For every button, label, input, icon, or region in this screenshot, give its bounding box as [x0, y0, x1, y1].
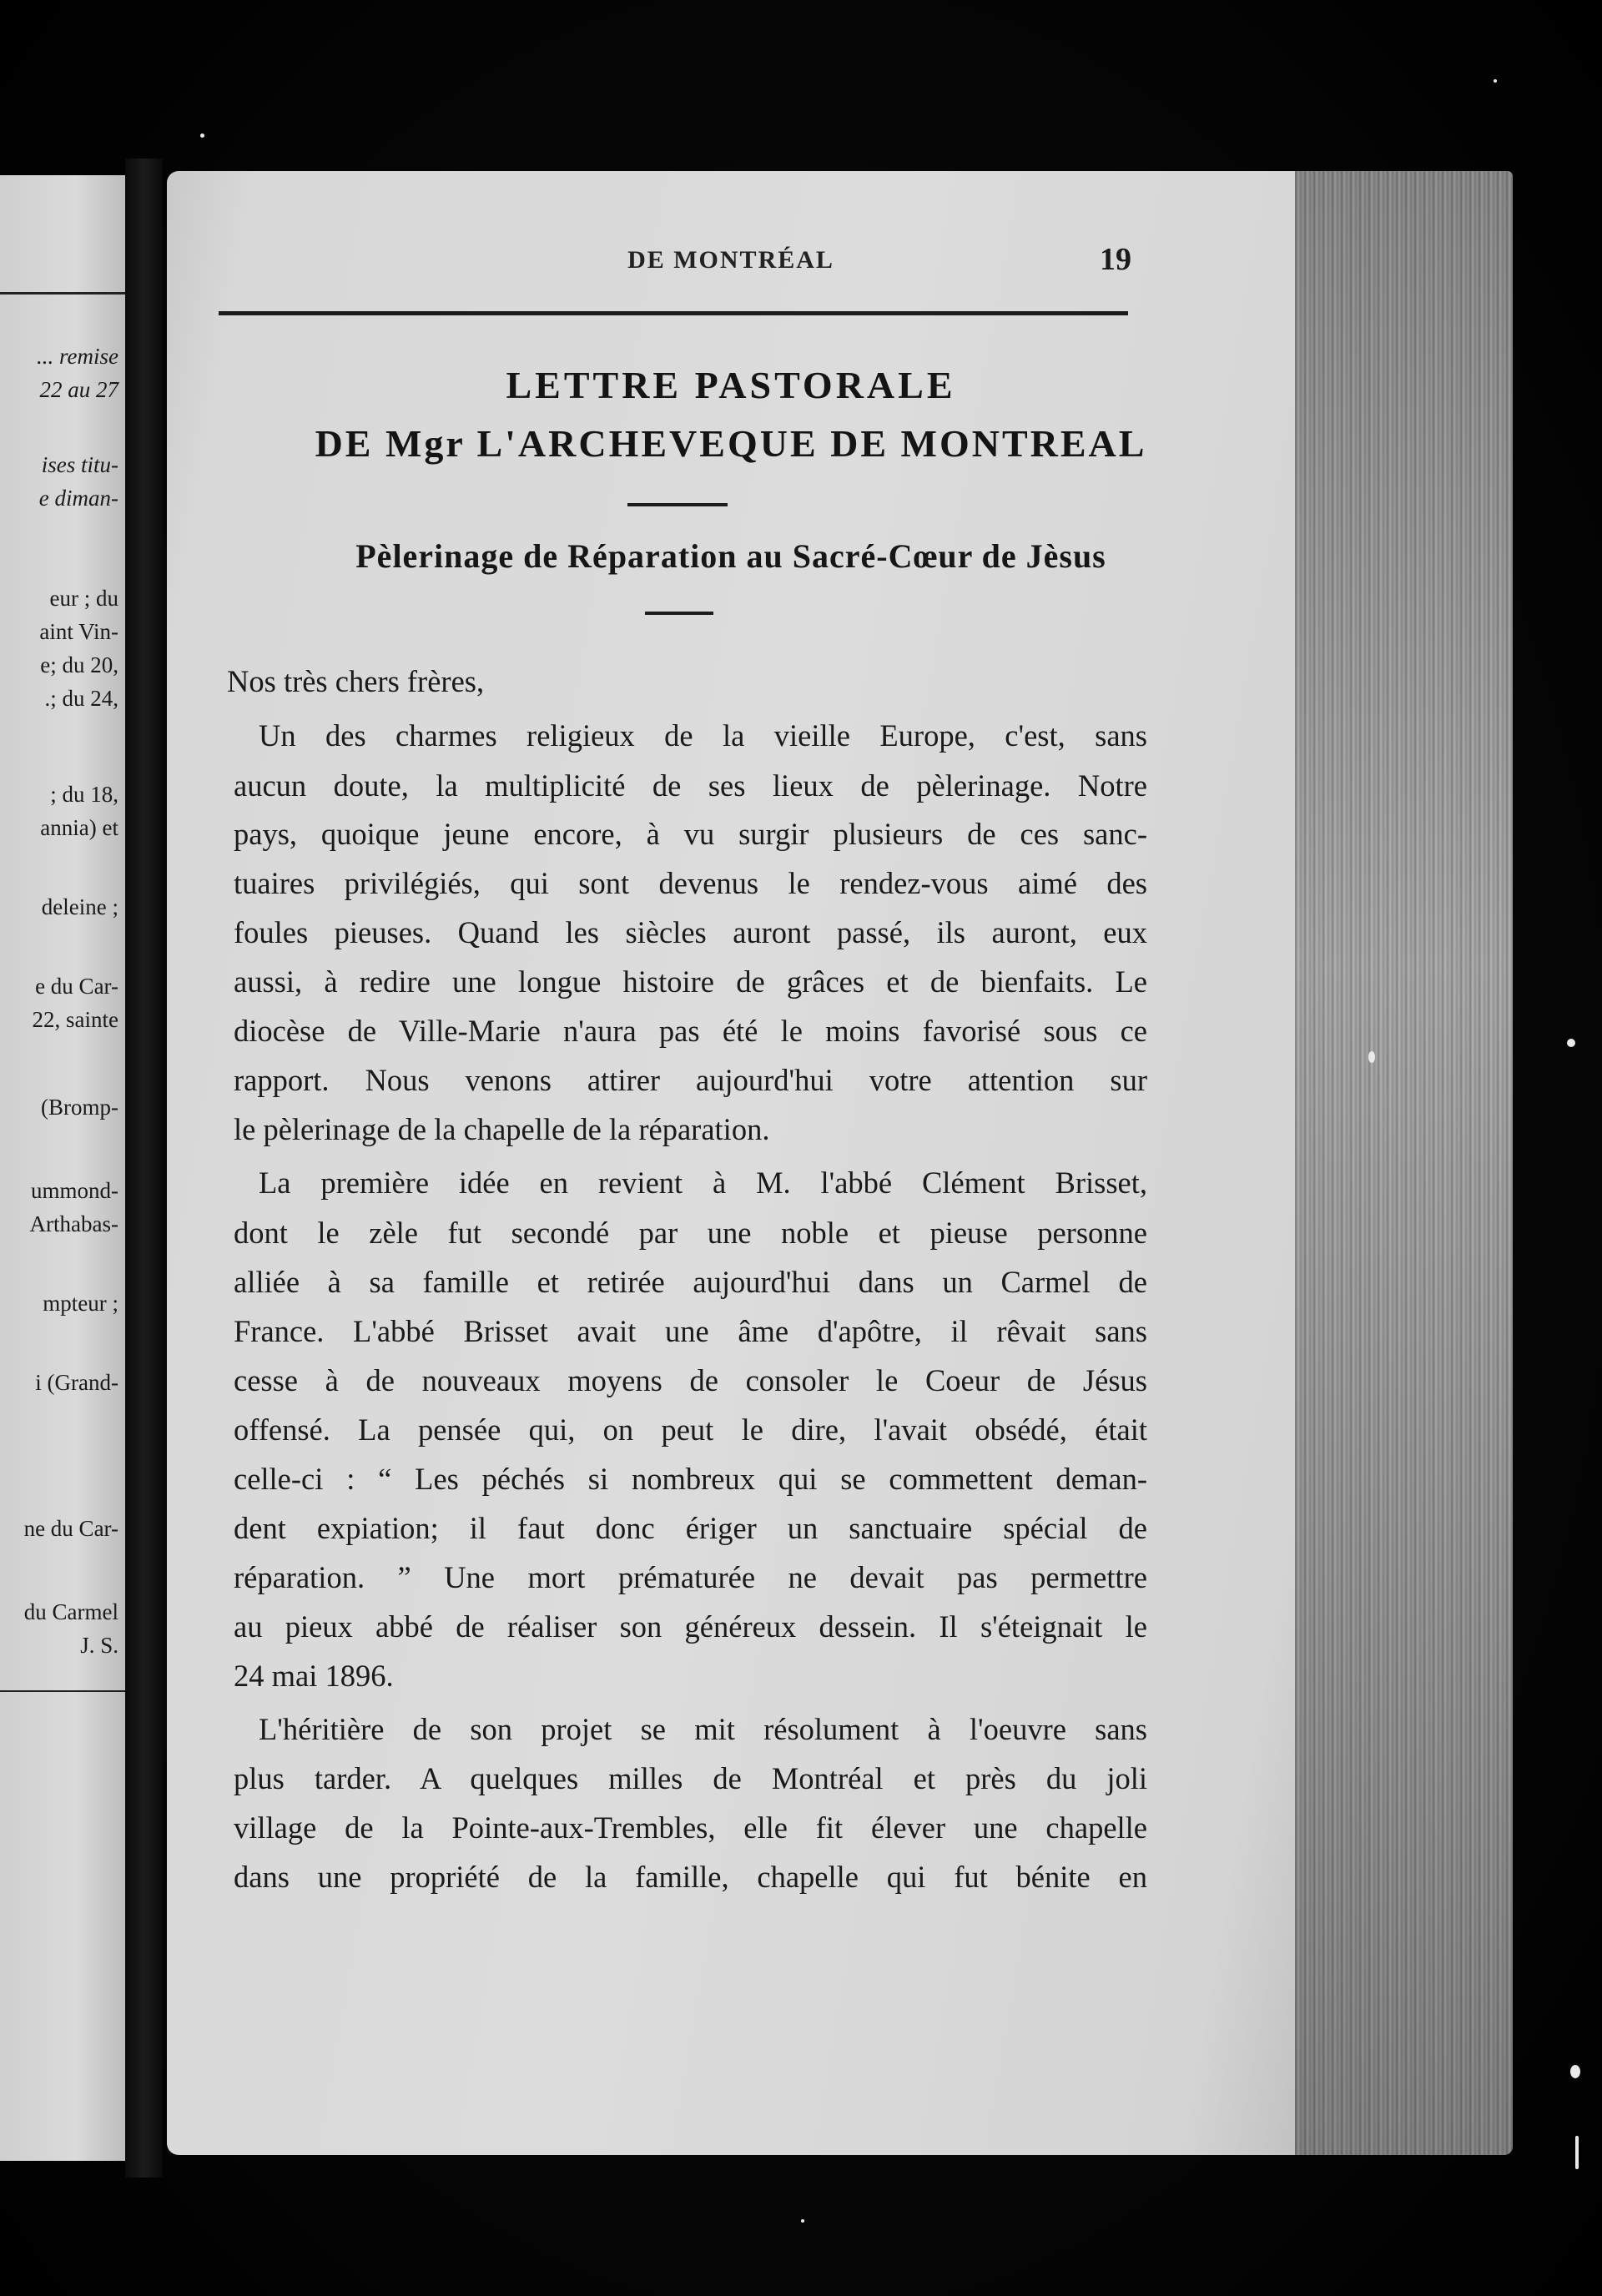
left-page-line: .; du 24, — [44, 686, 118, 711]
body-line: tuaires privilégiés, qui sont devenus le rendez-vous aimé des — [234, 866, 1147, 900]
letter-subtitle: Pèlerinage de Réparation au Sacré-Cœur de Jèsus — [355, 537, 1106, 575]
left-page-line: Arthabas- — [29, 1211, 118, 1236]
subtitle-divider — [645, 612, 713, 615]
salutation: Nos très chers frères, — [227, 664, 485, 698]
body-line: alliée à sa famille et retirée aujourd'hui dans un Carmel de — [234, 1265, 1147, 1299]
body-line: réparation. ” Une mort prématurée ne devait pas permettre — [234, 1560, 1147, 1594]
left-page-line: e diman- — [38, 486, 118, 511]
left-page-line: 22 au 27 — [39, 377, 118, 402]
left-page-line: ; du 18, — [50, 782, 118, 807]
body-line: dans une propriété de la famille, chapelle qui fut bénite en — [234, 1860, 1147, 1894]
left-page-line: e; du 20, — [40, 652, 118, 677]
body-line: foules pieuses. Quand les siècles auront passé, ils auront, eux — [234, 915, 1147, 949]
body-line: rapport. Nous venons attirer aujourd'hui votre attention sur — [234, 1063, 1147, 1097]
body-line: Un des charmes religieux de la vieille Europe, c'est, sans — [259, 718, 1147, 753]
header-rule — [219, 311, 1128, 315]
left-page-bottom-rule — [0, 1690, 125, 1692]
left-page-line: ummond- — [31, 1178, 118, 1203]
left-page-line: (Bromp- — [41, 1095, 118, 1120]
page-number: 19 — [1100, 242, 1131, 277]
book-gutter — [125, 159, 163, 2178]
left-page-line: ... remise — [37, 344, 118, 369]
body-line: offensé. La pensée qui, on peut le dire, l'avait obsédé, était — [234, 1412, 1147, 1447]
body-line: L'héritière de son projet se mit résolument à l'oeuvre sans — [259, 1712, 1147, 1746]
body-line: celle-ci : “ Les péchés si nombreux qui se commettent deman- — [234, 1462, 1147, 1496]
page-edge-stack — [1292, 171, 1513, 2155]
previous-page-fragment — [0, 175, 125, 2161]
body-line: La première idée en revient à M. l'abbé Clément Brisset, — [259, 1166, 1147, 1200]
running-head: DE MONTRÉAL — [627, 246, 834, 274]
title-divider — [627, 503, 728, 506]
body-line: pays, quoique jeune encore, à vu surgir plusieurs de ces sanc- — [234, 817, 1147, 851]
left-page-top-rule — [0, 292, 125, 295]
left-page-line: mpteur ; — [43, 1291, 118, 1316]
body-line: au pieux abbé de réaliser son généreux dessein. Il s'éteignait le — [234, 1609, 1147, 1644]
body-line: plus tarder. A quelques milles de Montréal et près du joli — [234, 1761, 1147, 1795]
book-page — [167, 171, 1295, 2155]
body-line: diocèse de Ville-Marie n'aura pas été le moins favorisé sous ce — [234, 1014, 1147, 1048]
body-line: dent expiation; il faut donc ériger un sanctuaire spécial de — [234, 1511, 1147, 1545]
left-page-line: deleine ; — [41, 894, 118, 919]
left-page-line: ne du Car- — [23, 1516, 118, 1541]
left-page-line: ises titu- — [41, 452, 118, 477]
left-page-line: 22, sainte — [32, 1007, 118, 1032]
body-line: France. L'abbé Brisset avait une âme d'apôtre, il rêvait sans — [234, 1314, 1147, 1348]
body-line: village de la Pointe-aux-Trembles, elle fit élever une chapelle — [234, 1810, 1147, 1845]
left-page-line: i (Grand- — [35, 1370, 118, 1395]
left-page-line: e du Car- — [35, 974, 118, 999]
body-line: le pèlerinage de la chapelle de la réparation. — [234, 1112, 770, 1146]
letter-title: LETTRE PASTORALE — [506, 364, 956, 406]
left-page-line: eur ; du — [49, 586, 118, 611]
left-page-line: du Carmel — [23, 1599, 118, 1624]
body-line: 24 mai 1896. — [234, 1659, 394, 1693]
letter-title-author: DE Mgr L'ARCHEVEQUE DE MONTREAL — [315, 422, 1147, 465]
body-line: cesse à de nouveaux moyens de consoler le Coeur de Jésus — [234, 1363, 1147, 1397]
left-page-line: aint Vin- — [39, 619, 118, 644]
left-page-line: J. S. — [80, 1633, 118, 1658]
body-line: dont le zèle fut secondé par une noble et pieuse personne — [234, 1216, 1147, 1250]
body-line: aucun doute, la multiplicité de ses lieux de pèlerinage. Notre — [234, 768, 1147, 803]
left-page-line: annia) et — [40, 815, 118, 840]
body-line: aussi, à redire une longue histoire de grâces et de bienfaits. Le — [234, 964, 1147, 999]
